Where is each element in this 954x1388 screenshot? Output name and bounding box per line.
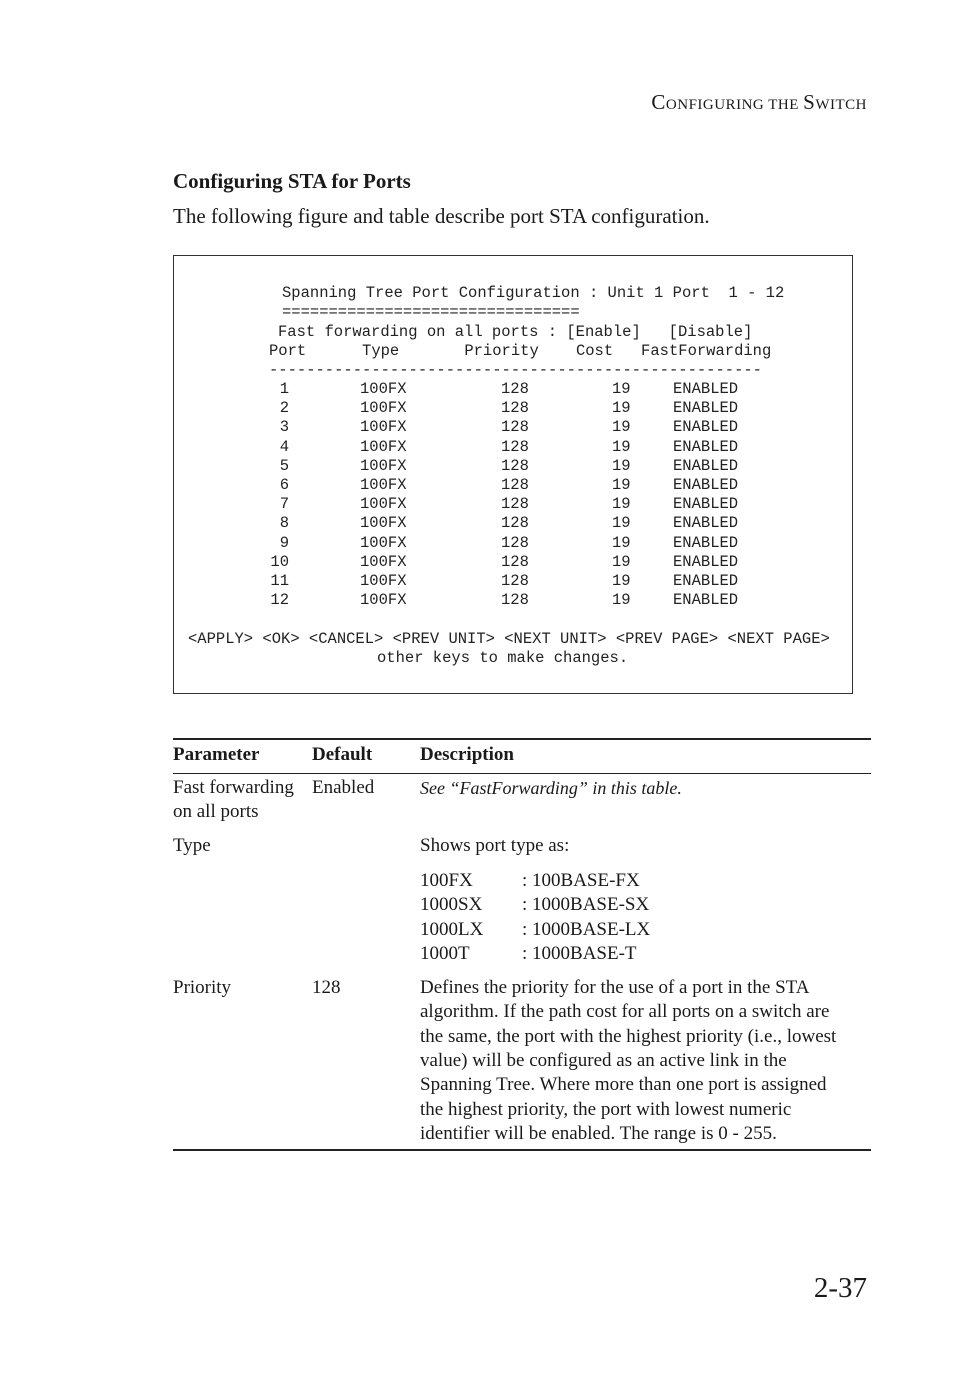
- priority-description-line: Defines the priority for the use of a port in the STA: [420, 977, 810, 998]
- console-row[interactable]: [174, 495, 852, 514]
- priority-cell: 128: [501, 514, 529, 533]
- fastforwarding-cell: ENABLED: [673, 456, 739, 475]
- priority-description-line: algorithm. If the path cost for all ports on a switch are: [420, 1001, 830, 1023]
- param-fast-forwarding-line2: on all ports: [173, 801, 259, 822]
- port-type-description: : 1000BASE-SX: [522, 894, 650, 916]
- port-type-code: 1000SX: [420, 894, 483, 916]
- console-column-headers: Port Type Priority Cost FastForwarding: [269, 342, 772, 360]
- console-row[interactable]: [174, 438, 852, 457]
- console-row[interactable]: [174, 457, 852, 476]
- type-cell: 100FX: [360, 572, 407, 590]
- port-cell: 8: [279, 514, 289, 533]
- priority-cell: 128: [501, 380, 529, 398]
- section-title: Configuring STA for Ports: [173, 169, 411, 193]
- type-cell: 100FX: [360, 552, 407, 571]
- port-type-description: : 100BASE-FX: [522, 870, 640, 891]
- type-cell: 100FX: [360, 591, 407, 610]
- priority-cell: 128: [501, 591, 529, 610]
- cost-cell: 19: [612, 456, 631, 475]
- port-cell: 11: [270, 572, 289, 590]
- fastforwarding-cell: ENABLED: [673, 514, 739, 533]
- port-type-code: 1000T: [420, 942, 470, 964]
- intro-paragraph: The following figure and table describe port STA configuration.: [173, 204, 710, 228]
- type-cell: 100FX: [360, 418, 407, 437]
- priority-description-line: Spanning Tree. Where more than one port is assigned: [420, 1074, 827, 1096]
- fastforwarding-cell: ENABLED: [673, 476, 739, 494]
- fastforwarding-cell: ENABLED: [673, 380, 739, 398]
- port-cell: 12: [270, 591, 289, 610]
- fast-forwarding-setting[interactable]: Fast forwarding on all ports : [Enable] [Disable]: [278, 323, 753, 341]
- console-title-underline: ================================: [282, 303, 580, 321]
- port-cell: 2: [279, 399, 289, 418]
- priority-cell: 128: [501, 572, 529, 590]
- cost-cell: 19: [612, 418, 631, 437]
- type-cell: 100FX: [360, 399, 407, 418]
- console-row[interactable]: [174, 399, 852, 418]
- priority-description-line: value) will be configured as an active link in the: [420, 1049, 787, 1071]
- console-row[interactable]: [174, 380, 852, 399]
- fastforwarding-cell: ENABLED: [673, 572, 739, 590]
- priority-cell: 128: [501, 495, 529, 514]
- table-header-rule: [173, 773, 871, 774]
- cost-cell: 19: [612, 591, 631, 610]
- port-cell: 1: [279, 380, 289, 398]
- console-screen: [173, 255, 853, 694]
- priority-description-line: the same, the port with the highest priority (i.e., lowest: [420, 1025, 837, 1047]
- fastforwarding-cell: ENABLED: [673, 591, 739, 610]
- port-cell: 4: [279, 437, 289, 456]
- console-row[interactable]: [174, 476, 852, 495]
- priority-cell: 128: [501, 533, 529, 552]
- priority-cell: 128: [501, 399, 529, 418]
- port-cell: 9: [279, 533, 289, 552]
- table-top-rule: [173, 738, 871, 740]
- param-priority: Priority: [173, 977, 232, 998]
- priority-cell: 128: [501, 552, 529, 571]
- priority-description-line: the highest priority, the port with lowest numeric: [420, 1098, 792, 1120]
- fastforwarding-cell: ENABLED: [673, 495, 739, 514]
- console-row[interactable]: [174, 534, 852, 553]
- priority-cell: 128: [501, 456, 529, 475]
- type-cell: 100FX: [360, 495, 407, 514]
- type-cell: 100FX: [360, 380, 407, 398]
- default-priority: 128: [312, 977, 341, 998]
- priority-cell: 128: [501, 418, 529, 437]
- desc-type: Shows port type as:: [420, 835, 570, 856]
- param-type: Type: [173, 835, 211, 856]
- console-title: Spanning Tree Port Configuration : Unit 1 Port 1 - 12: [282, 284, 785, 302]
- priority-cell: 128: [501, 476, 529, 494]
- console-hint: other keys to make changes.: [377, 649, 629, 667]
- fastforwarding-cell: ENABLED: [673, 437, 739, 456]
- cost-cell: 19: [612, 572, 631, 590]
- param-fast-forwarding-line1: Fast forwarding: [173, 777, 294, 798]
- cost-cell: 19: [612, 437, 631, 456]
- port-type-code: 1000LX: [420, 918, 484, 940]
- cost-cell: 19: [612, 514, 631, 533]
- port-cell: 6: [279, 476, 289, 494]
- type-cell: 100FX: [360, 456, 407, 475]
- port-type-description: : 1000BASE-LX: [522, 918, 651, 940]
- table-bottom-rule: [173, 1149, 871, 1151]
- fastforwarding-cell: ENABLED: [673, 399, 739, 418]
- port-cell: 3: [279, 418, 289, 437]
- header-description: Description: [420, 744, 514, 765]
- type-cell: 100FX: [360, 533, 407, 552]
- cost-cell: 19: [612, 476, 631, 494]
- running-head: CONFIGURING THE SWITCH: [651, 90, 867, 114]
- console-action-keys[interactable]: <APPLY> <OK> <CANCEL> <PREV UNIT> <NEXT UNIT> <PREV PAGE> <NEXT PAGE>: [188, 630, 830, 648]
- cost-cell: 19: [612, 552, 631, 571]
- desc-fast-forwarding: See “FastForwarding” in this table.: [420, 778, 682, 798]
- default-fast-forwarding: Enabled: [312, 777, 375, 798]
- type-cell: 100FX: [360, 514, 407, 533]
- port-cell: 5: [279, 456, 289, 475]
- priority-cell: 128: [501, 437, 529, 456]
- type-cell: 100FX: [360, 476, 407, 494]
- fastforwarding-cell: ENABLED: [673, 418, 739, 437]
- console-divider: -----------------------------------------------------: [269, 361, 762, 379]
- cost-cell: 19: [612, 495, 631, 514]
- fastforwarding-cell: ENABLED: [673, 533, 739, 552]
- header-parameter: Parameter: [173, 744, 260, 765]
- cost-cell: 19: [612, 399, 631, 418]
- cost-cell: 19: [612, 380, 631, 398]
- page-number: 2-37: [813, 1272, 867, 1304]
- console-row[interactable]: [174, 553, 852, 572]
- console-row[interactable]: [174, 591, 852, 610]
- fastforwarding-cell: ENABLED: [673, 552, 739, 571]
- console-row[interactable]: [174, 418, 852, 437]
- port-type-description: : 1000BASE-T: [522, 942, 637, 964]
- port-cell: 7: [279, 495, 289, 514]
- console-row[interactable]: [174, 514, 852, 533]
- priority-description-line: identifier will be enabled. The range is 0 - 255.: [420, 1122, 777, 1144]
- type-cell: 100FX: [360, 437, 407, 456]
- port-cell: 10: [270, 552, 289, 571]
- header-default: Default: [312, 744, 373, 765]
- port-type-code: 100FX: [420, 870, 473, 891]
- console-row[interactable]: [174, 572, 852, 591]
- cost-cell: 19: [612, 533, 631, 552]
